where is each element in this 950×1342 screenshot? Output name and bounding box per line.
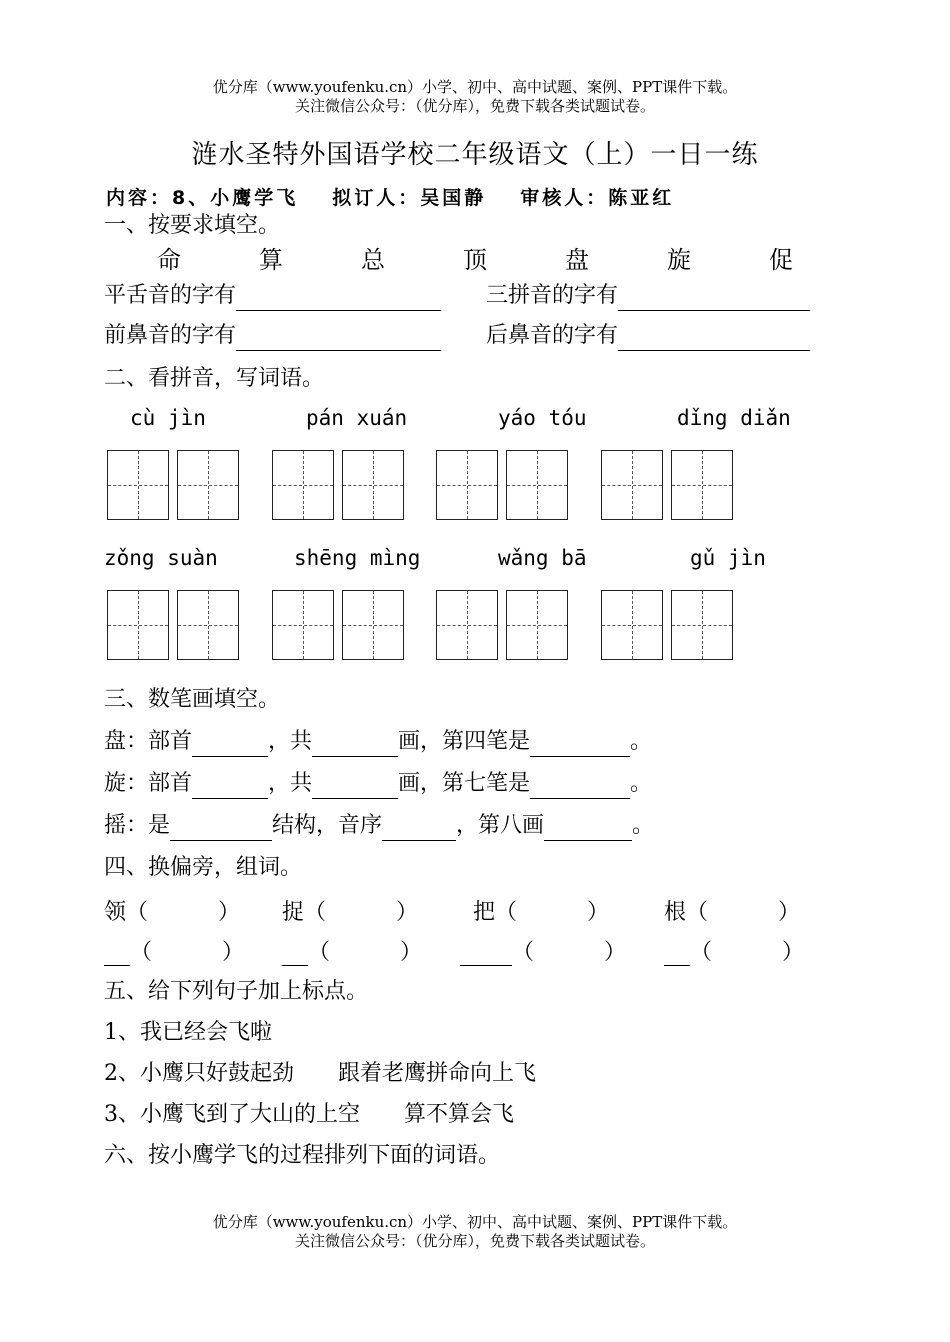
s1-char: 旋 bbox=[667, 246, 691, 274]
fill-blank[interactable] bbox=[192, 732, 268, 757]
s4-blank-item bbox=[282, 935, 422, 966]
s3-text: 摇：是 bbox=[104, 813, 171, 838]
pinyin-label: dǐng diǎn bbox=[677, 406, 791, 430]
paren-open: （ bbox=[690, 940, 713, 965]
fill-blank[interactable] bbox=[170, 816, 272, 841]
section-6-heading: 六、按小鹰学飞的过程排列下面的词语。 bbox=[104, 1143, 501, 1168]
s3-line-3 bbox=[104, 811, 654, 841]
s3-text: ，共 bbox=[268, 729, 313, 754]
s1-char: 促 bbox=[769, 246, 793, 274]
s4-blank-item bbox=[664, 935, 804, 966]
writing-grid-box[interactable] bbox=[342, 590, 404, 660]
pinyin-label: zǒng suàn bbox=[104, 546, 218, 570]
pinyin-label: yáo tóu bbox=[498, 406, 587, 430]
s3-line-1 bbox=[104, 727, 652, 757]
s4-blank-item bbox=[104, 935, 244, 966]
section-4-heading: 四、换偏旁，组词。 bbox=[104, 855, 303, 880]
paren-close: ） bbox=[604, 940, 627, 965]
s3-text: 画，第四笔是 bbox=[398, 729, 531, 754]
writing-grid-box[interactable] bbox=[506, 590, 568, 660]
s3-line-2 bbox=[104, 769, 652, 799]
writing-grid-box[interactable] bbox=[671, 590, 733, 660]
section-2-heading: 二、看拼音，写词语。 bbox=[104, 366, 325, 391]
paren-open: （ bbox=[308, 940, 331, 965]
section-5-heading: 五、给下列句子加上标点。 bbox=[104, 979, 369, 1004]
s1-row-2-right bbox=[486, 321, 810, 351]
s4-char: 捉 bbox=[282, 900, 305, 925]
s3-text: 盘：部首 bbox=[104, 729, 193, 754]
s1-char: 顶 bbox=[463, 246, 487, 274]
meta-reviewer: 审核人：陈亚红 bbox=[520, 187, 675, 209]
writing-grid-box[interactable] bbox=[506, 450, 568, 520]
paren-close: ） bbox=[396, 900, 419, 925]
s3-text: 。 bbox=[630, 729, 653, 754]
pinyin-label: gǔ jìn bbox=[690, 546, 766, 570]
s4-item bbox=[104, 895, 240, 926]
s4-char: 领 bbox=[104, 900, 127, 925]
s3-text: ，第八画 bbox=[456, 813, 545, 838]
s3-text: 结构，音序 bbox=[272, 813, 383, 838]
meta-line bbox=[106, 183, 708, 210]
s1-q4-blank[interactable] bbox=[618, 326, 810, 351]
s5-sentence-1: 1、我已经会飞啦 bbox=[104, 1020, 272, 1045]
s4-item bbox=[282, 895, 418, 926]
writing-grid-box[interactable] bbox=[601, 590, 663, 660]
fill-blank[interactable] bbox=[382, 816, 456, 841]
writing-grid-box[interactable] bbox=[671, 450, 733, 520]
s1-row-1-right bbox=[486, 281, 810, 311]
s1-q1-blank[interactable] bbox=[236, 286, 441, 311]
fill-blank[interactable] bbox=[530, 732, 630, 757]
s5-sentence-3: 3、小鹰飞到了大山的上空 算不算会飞 bbox=[104, 1102, 514, 1127]
radical-blank[interactable] bbox=[460, 941, 512, 966]
writing-grid-box[interactable] bbox=[272, 590, 334, 660]
paren-close: ） bbox=[222, 940, 245, 965]
paren-close: ） bbox=[778, 900, 801, 925]
footer-line-1: 优分库（www.youfenku.cn）小学、初中、高中试题、案例、PPT课件下载。 bbox=[212, 1213, 738, 1231]
paren-close: ） bbox=[400, 940, 423, 965]
fill-blank[interactable] bbox=[312, 774, 398, 799]
writing-grid-box[interactable] bbox=[436, 450, 498, 520]
radical-blank[interactable] bbox=[664, 941, 690, 966]
writing-grid-box[interactable] bbox=[272, 450, 334, 520]
fill-blank[interactable] bbox=[312, 732, 398, 757]
s3-text: 。 bbox=[632, 813, 655, 838]
pinyin-label: cù jìn bbox=[130, 406, 206, 430]
s1-row-1 bbox=[104, 281, 441, 311]
pinyin-label: wǎng bā bbox=[498, 546, 587, 570]
writing-grid-box[interactable] bbox=[177, 590, 239, 660]
s4-item bbox=[664, 895, 800, 926]
s4-item bbox=[473, 895, 609, 926]
s4-blank-item bbox=[460, 935, 626, 966]
section-3-heading: 三、数笔画填空。 bbox=[104, 687, 281, 712]
paren-open: （ bbox=[304, 900, 327, 925]
s3-text: 。 bbox=[630, 771, 653, 796]
pinyin-label: shēng mìng bbox=[294, 546, 421, 570]
paren-open: （ bbox=[126, 900, 149, 925]
s1-q3-blank[interactable] bbox=[236, 326, 441, 351]
s1-char: 总 bbox=[361, 246, 385, 274]
s1-q1-label: 平舌音的字有 bbox=[104, 283, 237, 308]
header-line-1: 优分库（www.youfenku.cn）小学、初中、高中试题、案例、PPT课件下载。 bbox=[212, 78, 738, 96]
paren-open: （ bbox=[495, 900, 518, 925]
s1-char: 算 bbox=[259, 246, 283, 274]
s3-text: ，共 bbox=[268, 771, 313, 796]
radical-blank[interactable] bbox=[282, 941, 308, 966]
meta-content: 内容：8、小鹰学飞 bbox=[106, 187, 299, 209]
paren-close: ） bbox=[782, 940, 805, 965]
s1-char: 命 bbox=[157, 246, 181, 274]
s1-q2-blank[interactable] bbox=[618, 286, 810, 311]
paren-open: （ bbox=[686, 900, 709, 925]
paren-open: （ bbox=[512, 940, 535, 965]
paren-close: ） bbox=[587, 900, 610, 925]
s1-q3-label: 前鼻音的字有 bbox=[104, 323, 237, 348]
s3-text: 画，第七笔是 bbox=[398, 771, 531, 796]
writing-grid-box[interactable] bbox=[107, 590, 169, 660]
writing-grid-box[interactable] bbox=[177, 450, 239, 520]
footer-line-2: 关注微信公众号：（优分库），免费下载各类试题试卷。 bbox=[294, 1232, 655, 1250]
writing-grid-box[interactable] bbox=[601, 450, 663, 520]
s1-q2-label: 三拼音的字有 bbox=[486, 283, 619, 308]
s4-char: 把 bbox=[473, 900, 496, 925]
header-line-2: 关注微信公众号：（优分库），免费下载各类试题试卷。 bbox=[294, 97, 655, 115]
radical-blank[interactable] bbox=[104, 941, 130, 966]
meta-drafter: 拟订人：吴国静 bbox=[332, 187, 487, 209]
fill-blank[interactable] bbox=[544, 816, 632, 841]
page-title: 涟水圣特外国语学校二年级语文（上）一日一练 bbox=[191, 140, 759, 170]
paren-open: （ bbox=[130, 940, 153, 965]
s1-char: 盘 bbox=[565, 246, 589, 274]
paren-close: ） bbox=[218, 900, 241, 925]
s1-q4-label: 后鼻音的字有 bbox=[486, 323, 619, 348]
s5-sentence-2: 2、小鹰只好鼓起劲 跟着老鹰拼命向上飞 bbox=[104, 1061, 536, 1086]
writing-grid-box[interactable] bbox=[436, 590, 498, 660]
section-1-heading: 一、按要求填空。 bbox=[104, 213, 281, 238]
s3-text: 旋：部首 bbox=[104, 771, 193, 796]
writing-grid-box[interactable] bbox=[342, 450, 404, 520]
writing-grid-box[interactable] bbox=[107, 450, 169, 520]
fill-blank[interactable] bbox=[192, 774, 268, 799]
s4-char: 根 bbox=[664, 900, 687, 925]
fill-blank[interactable] bbox=[530, 774, 630, 799]
pinyin-label: pán xuán bbox=[306, 406, 408, 430]
s1-row-2 bbox=[104, 321, 441, 351]
